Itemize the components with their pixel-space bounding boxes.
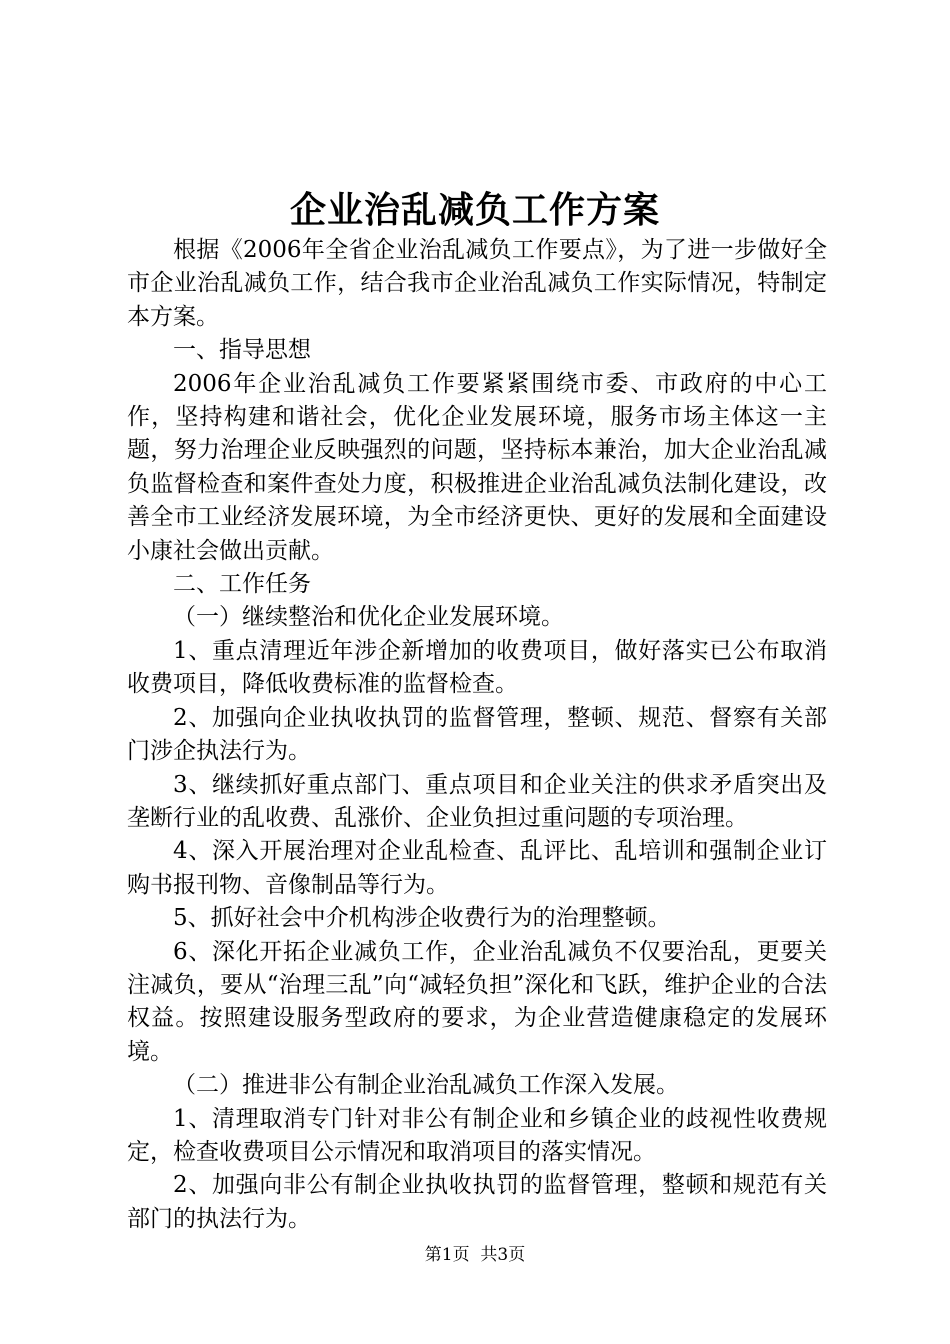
list-item: 2、加强向企业执收执罚的监督管理，整顿、规范、督察有关部门涉企执法行为。 [127,704,827,765]
section-heading-guiding-thought: 一、指导思想 [173,337,311,364]
paragraph-intro: 根据《2006年全省企业治乱减负工作要点》，为了进一步做好全市企业治乱减负工作，结合我市企业治乱减负工作实际情况，特制定本方案。 [127,237,827,330]
page-number: 第1页 [424,1245,470,1265]
list-item: 1、重点清理近年涉企新增加的收费项目，做好落实已公布取消收费项目，降低收费标准的监督检查。 [127,637,827,698]
document-body [127,234,827,1236]
page-total: 共3页 [480,1245,526,1265]
section-heading-tasks: 二、工作任务 [173,571,311,598]
list-item: 4、深入开展治理对企业乱检查、乱评比、乱培训和强制企业订购书报刊物、音像制品等行为。 [127,838,827,898]
subsection-heading-2: （二）推进非公有制企业治乱减负工作深入发展。 [173,1072,679,1099]
list-item: 3、继续抓好重点部门、重点项目和企业关注的供求矛盾突出及垄断行业的乱收费、乱涨价、企业负担过重问题的专项治理。 [127,771,827,831]
subsection-heading-1: （一）继续整治和优化企业发展环境。 [173,604,564,631]
list-item: 1、清理取消专门针对非公有制企业和乡镇企业的歧视性收费规定，检查收费项目公示情况和取消项目的落实情况。 [127,1105,827,1165]
page-footer [0,1244,950,1266]
list-item: 5、抓好社会中介机构涉企收费行为的治理整顿。 [173,905,671,932]
document-title: 企业治乱减负工作方案 [289,189,660,231]
paragraph-guiding-thought: 2006年企业治乱减负工作要紧紧围绕市委、市政府的中心工作，坚持构建和谐社会，优化企业发展环境，服务市场主体这一主题，努力治理企业反映强烈的问题，坚持标本兼治，加大企业治乱减负监督检查和案件查处力度，积极推进企业治乱减负法制化建设，改善全市工业经济发展环境，为全市经济更快、更好的发展和全面建设小康社会做出贡献。 [127,370,827,564]
list-item: 2、加强向非公有制企业执收执罚的监督管理，整顿和规范有关部门的执法行为。 [127,1172,827,1232]
list-item: 6、深化开拓企业减负工作，企业治乱减负不仅要治乱，更要关注减负，要从“治理三乱”向“减轻负担”深化和飞跃，维护企业的合法权益。按照建设服务型政府的要求，为企业营造健康稳定的发展环境。 [127,938,827,1065]
